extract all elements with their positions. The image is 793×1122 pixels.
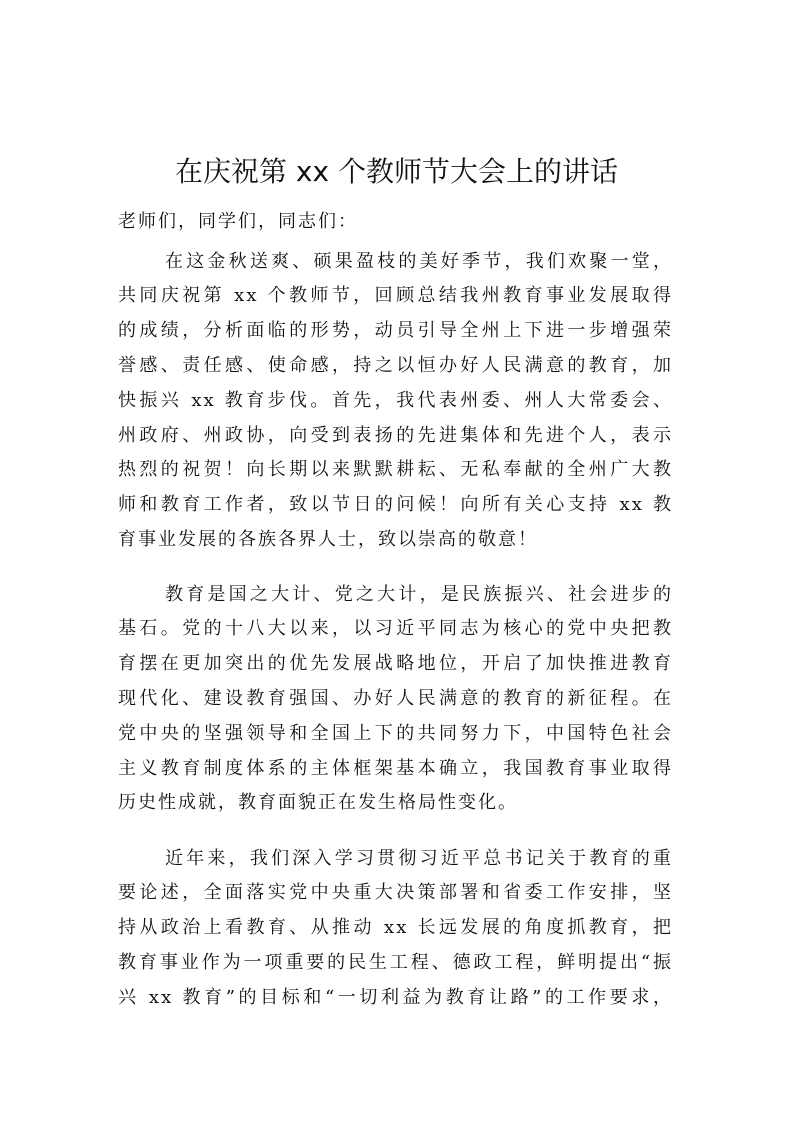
salutation-text: 老师们，同学们，同志们： (118, 211, 358, 232)
text-line: 在这金秋送爽、硕果盈枝的美好季节，我们欢聚一堂， (165, 250, 673, 272)
text-line: 持从政治上看教育、从推动 xx 长远发展的角度抓教育，把 (118, 917, 673, 939)
paragraph-3 (118, 842, 673, 1016)
text-line: 历史性成就，教育面貌正在发生格局性变化。 (118, 792, 518, 814)
paragraph-1 (118, 245, 673, 558)
text-line: 共同庆祝第 xx 个教师节，回顾总结我州教育事业发展取得 (118, 285, 673, 307)
text-line: 教育事业作为一项重要的民生工程、德政工程，鲜明提出“振 (118, 951, 673, 973)
text-line: 州政府、州政协，向受到表扬的先进集体和先进个人，表示 (118, 424, 673, 446)
document-title: 在庆祝第 xx 个教师节大会上的讲话 (175, 155, 618, 188)
text-line: 主义教育制度体系的主体框架基本确立，我国教育事业取得 (118, 757, 673, 779)
text-line: 师和教育工作者，致以节日的问候！向所有关心支持 xx 教 (118, 494, 673, 516)
text-line: 育摆在更加突出的优先发展战略地位，开启了加快推进教育 (118, 653, 673, 675)
text-line: 教育是国之大计、党之大计，是民族振兴、社会进步的 (165, 583, 673, 605)
text-line: 热烈的祝贺！向长期以来默默耕耘、无私奉献的全州广大教 (118, 459, 673, 481)
text-line: 近年来，我们深入学习贯彻习近平总书记关于教育的重 (165, 847, 673, 869)
text-line: 党中央的坚强领导和全国上下的共同努力下，中国特色社会 (118, 722, 673, 744)
text-line: 现代化、建设教育强国、办好人民满意的教育的新征程。在 (118, 687, 673, 709)
text-line: 的成绩，分析面临的形势，动员引导全州上下进一步增强荣 (118, 320, 673, 342)
text-line: 誉感、责任感、使命感，持之以恒办好人民满意的教育，加 (118, 354, 673, 376)
text-line: 快振兴 xx 教育步伐。首先，我代表州委、州人大常委会、 (118, 389, 673, 411)
text-line: 基石。党的十八大以来，以习近平同志为核心的党中央把教 (118, 618, 673, 640)
text-line: 育事业发展的各族各界人士，致以崇高的敬意！ (118, 528, 538, 550)
text-line: 要论述，全面落实党中央重大决策部署和省委工作安排，坚 (118, 882, 673, 904)
text-line: 兴 xx 教育”的目标和“一切利益为教育让路”的工作要求， (118, 986, 673, 1008)
salutation (118, 205, 673, 240)
paragraph-2 (118, 578, 673, 822)
